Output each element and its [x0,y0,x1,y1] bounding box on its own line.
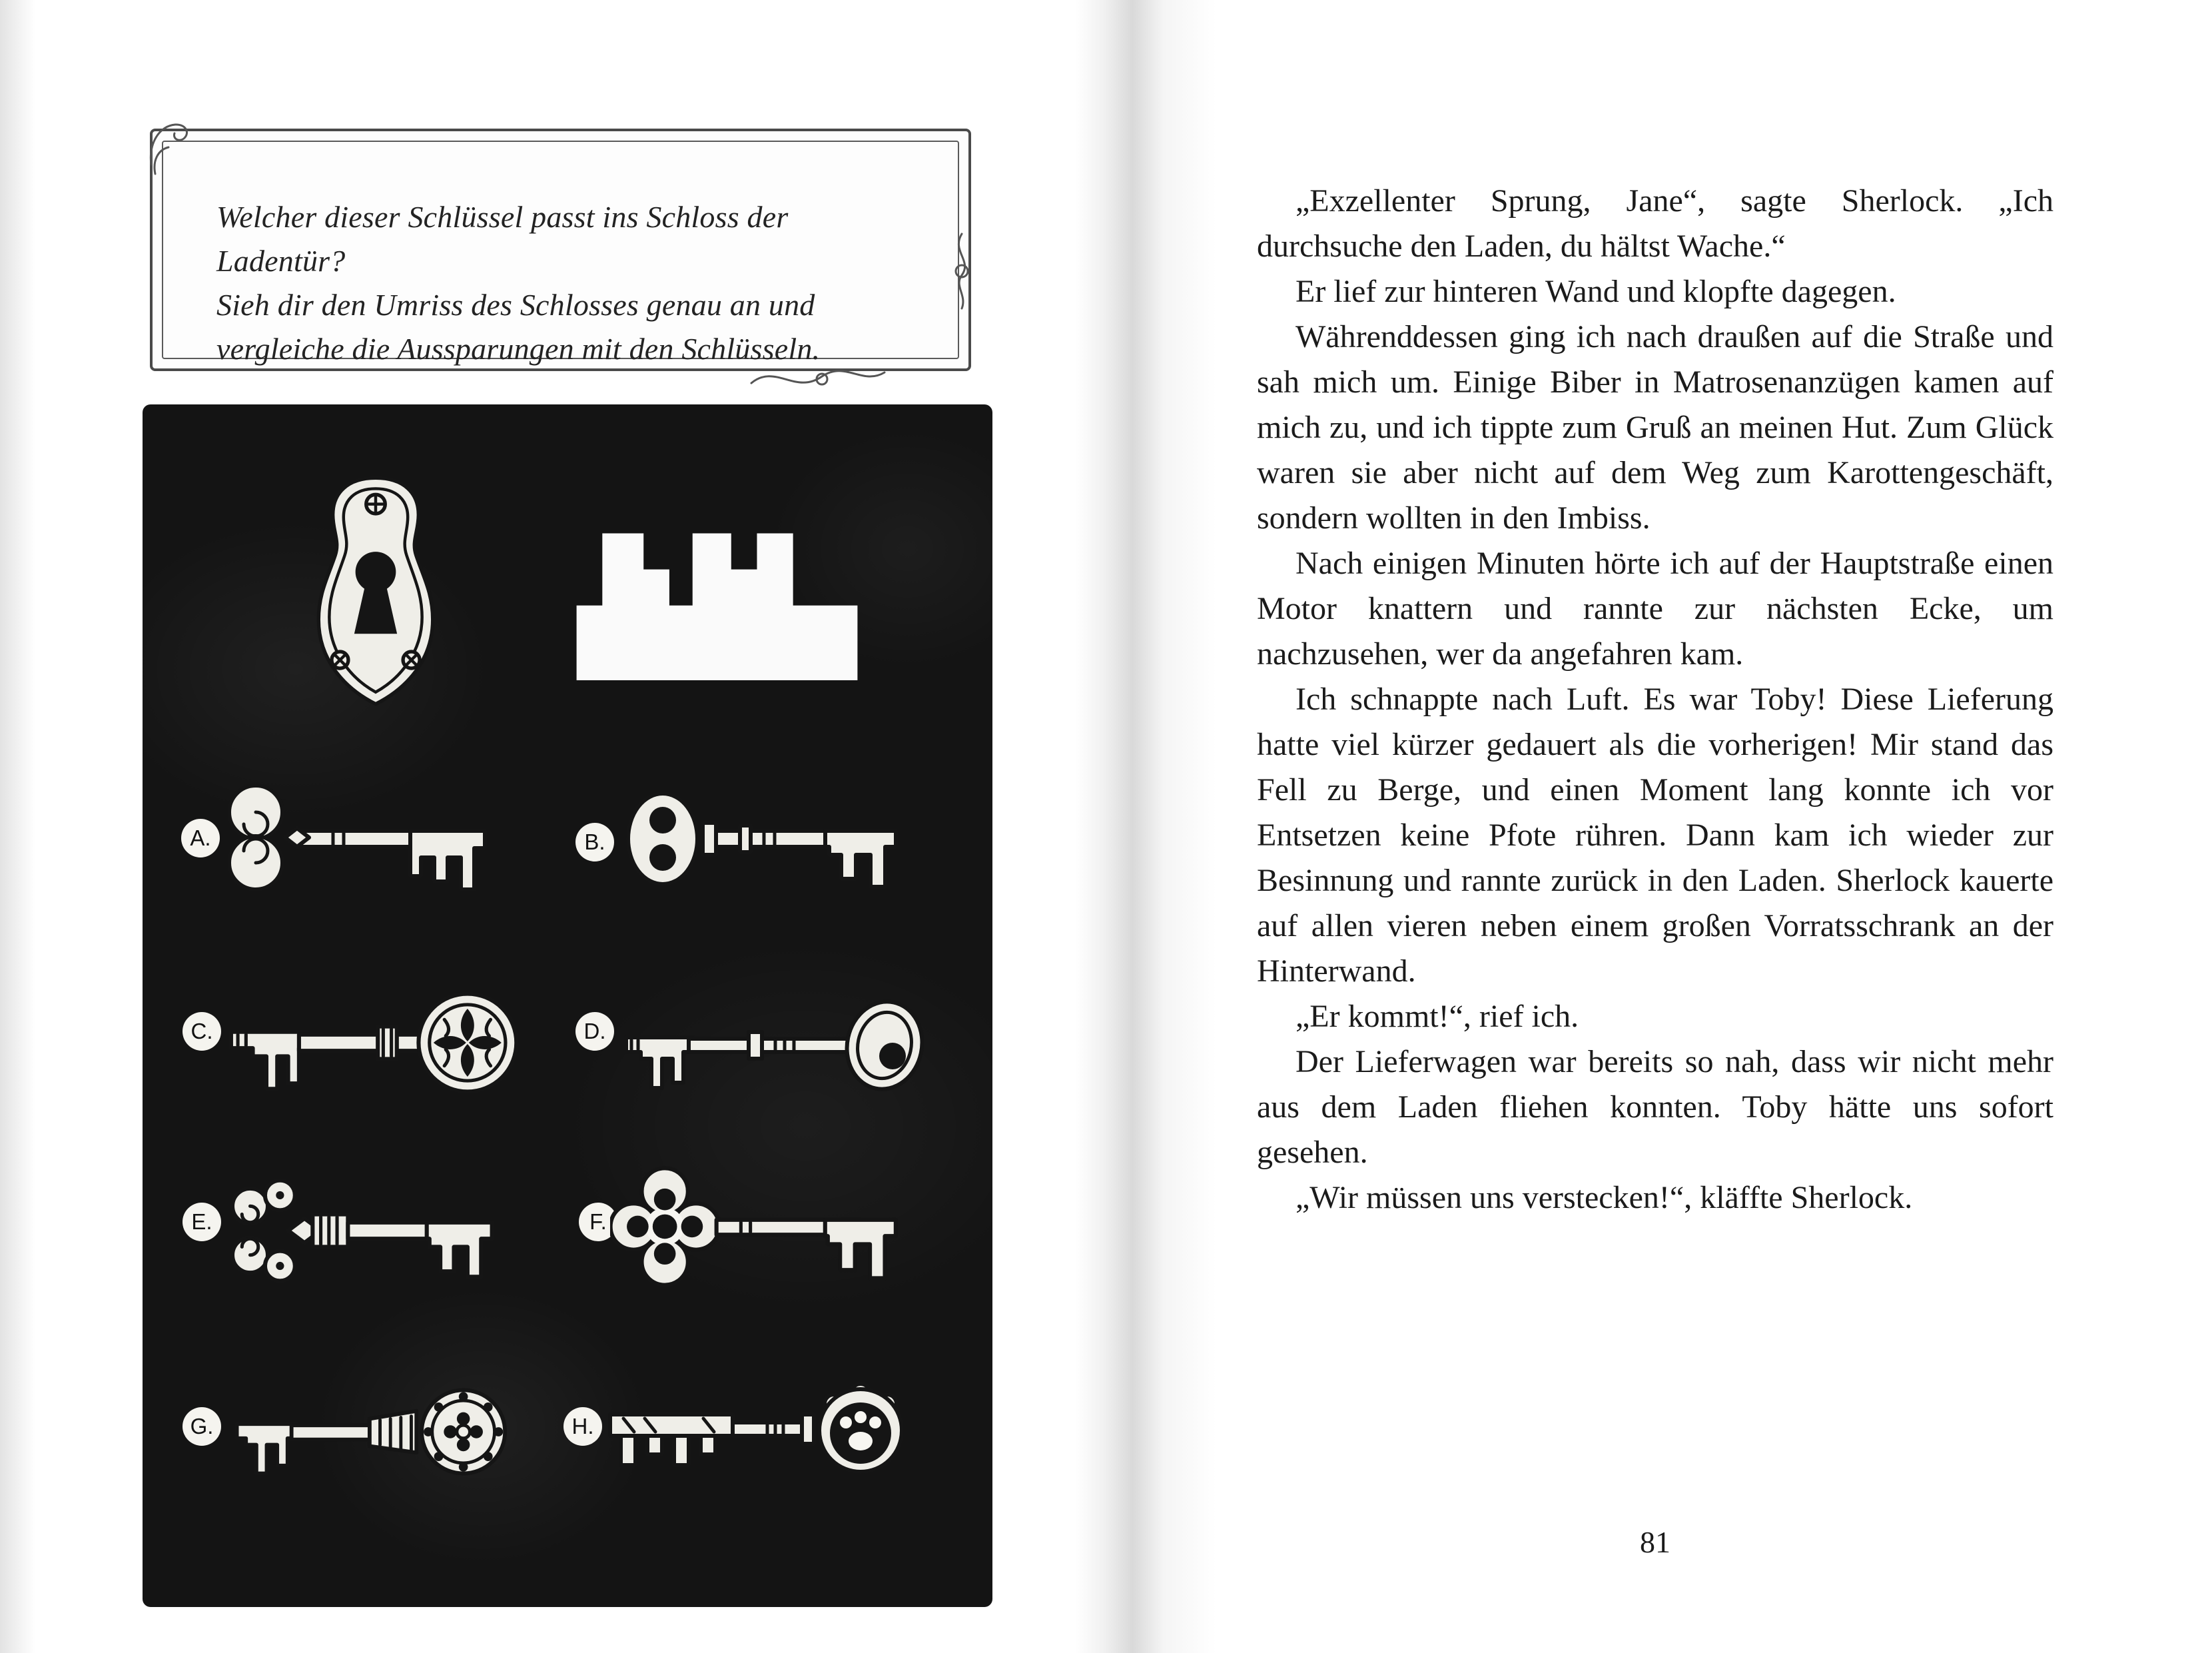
key-label-text: B. [584,829,605,854]
key-b-illustration [619,775,913,901]
story-paragraph: „Wir müssen uns verstecken!“, kläffte Sherlock. [1295,1180,1913,1215]
story-paragraph: Ich schnappte nach Luft. Es war Toby! Diese Lieferung hatte viel kürzer gedauert als die vorherigen! Mir stand das Fell zu Berge, und einen Moment lang konnte ich vor Entsetzen keine Pfote rühren. Dann kam ich wieder zur Besinnung und rannte zurück in den Laden. Sherlock kauerte auf allen vieren neben einem großen Vorratsschrank an der Hinterwand. [1257,682,2053,989]
key-f-illustration [610,1159,917,1297]
puzzle-instruction-box [150,129,971,371]
key-label-c [183,1012,221,1051]
key-a-illustration [221,778,508,897]
flourish-icon [146,118,226,178]
flourish-icon [943,231,980,311]
key-label-text: G. [190,1414,214,1438]
key-puzzle-panel [143,404,992,1607]
story-paragraph: Währenddessen ging ich nach draußen auf die Straße und sah mich um. Einige Biber in Matrosenanzügen kamen auf mich zu, und ich tippte zum Gruß an meinen Hut. Zum Glück waren sie aber nicht auf dem Weg zum Karottengeschäft, sondern wollten in den Imbiss. [1257,319,2053,536]
story-paragraph: Er lief zur hinteren Wand und klopfte dagegen. [1295,274,1896,309]
key-label-text: D. [583,1019,606,1043]
key-label-d [575,1012,614,1051]
key-d-illustration [615,979,928,1112]
lock-escutcheon-illustration [292,468,459,714]
instruction-line: Sieh dir den Umriss des Schlosses genau an und [216,288,815,322]
puzzle-instruction-text [216,195,922,371]
key-label-text: F. [589,1209,607,1234]
key-label-text: H. [571,1414,594,1438]
lock-outline-silhouette [569,518,865,686]
key-g-illustration [224,1369,510,1493]
key-label-text: C. [190,1019,213,1043]
page-number: 81 [1640,1525,1670,1559]
key-label-b [575,823,614,861]
key-label-e [183,1203,221,1241]
story-text [1257,179,2053,1221]
key-h-illustration [599,1364,913,1497]
key-label-text: E. [191,1209,212,1234]
key-c-illustration [217,975,524,1111]
key-e-illustration [222,1163,516,1299]
key-label-text: A. [190,826,211,850]
key-label-h [563,1407,602,1446]
story-paragraph: „Er kommt!“, rief ich. [1295,999,1579,1034]
story-paragraph: „Exzellenter Sprung, Jane“, sagte Sherlock. „Ich durchsuche den Laden, du hältst Wache.“ [1257,183,2053,264]
book-page-right [1106,0,2212,1653]
key-label-a [181,819,220,857]
key-label-g [183,1407,221,1446]
story-paragraph: Der Lieferwagen war bereits so nah, dass wir nicht mehr aus dem Laden fliehen konnten. Toby hätte uns sofort gesehen. [1257,1044,2053,1170]
instruction-line: vergleiche die Aussparungen mit den Schlüsseln. [216,332,821,366]
instruction-line: Welcher dieser Schlüssel passt ins Schloss der Ladentür? [216,200,789,278]
story-paragraph: Nach einigen Minuten hörte ich auf der Hauptstraße einen Motor knattern und rannte zur nächsten Ecke, um nachzusehen, wer da angefahren kam. [1257,546,2053,672]
